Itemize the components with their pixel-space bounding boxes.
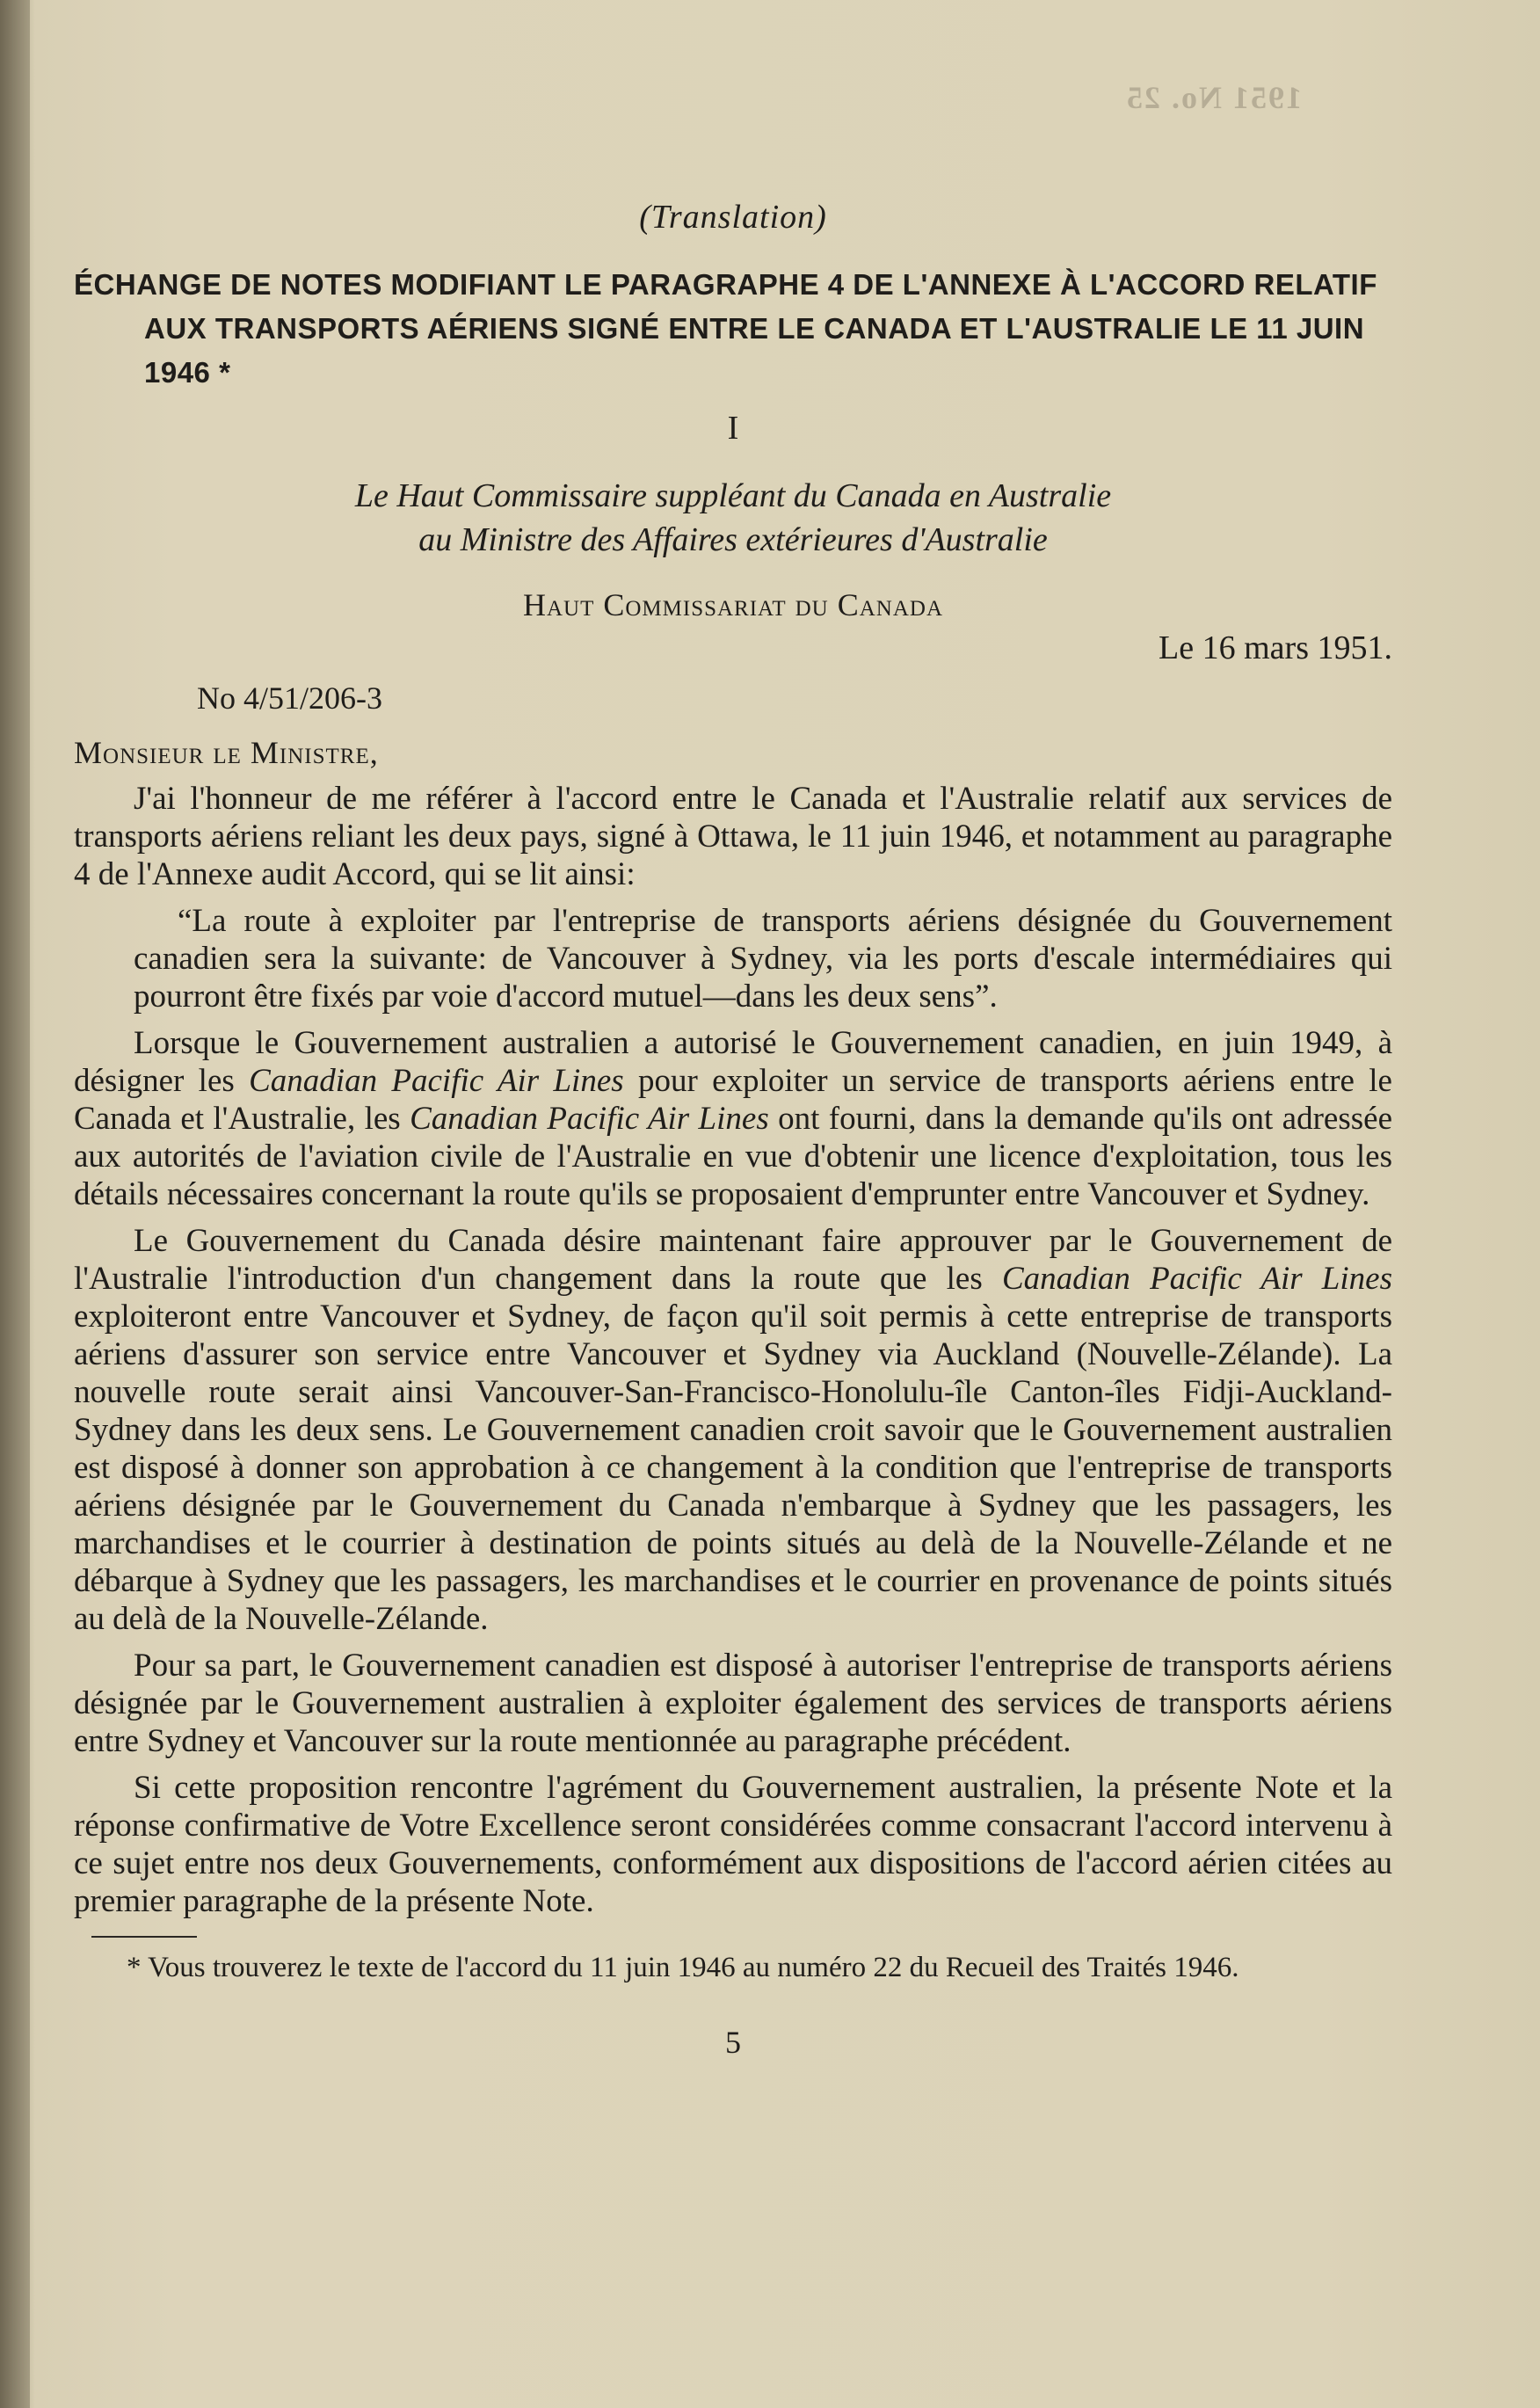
- paragraph-4: Pour sa part, le Gouvernement canadien est disposé à autoriser l'entreprise de transports aériens désignée par le Gouvernement australien à exploiter également des services de transports aériens entre Sydney et Vancouver sur la route mentionnée au paragraphe précédent.: [74, 1648, 1392, 1759]
- reference-number: No 4/51/206-3: [197, 680, 382, 716]
- letter-date: Le 16 mars 1951.: [1159, 629, 1392, 666]
- document-title: ÉCHANGE DE NOTES MODIFIANT LE PARAGRAPHE 4 DE L'ANNEXE À L'ACCORD RELATIF AUX TRANSPORTS AÉRIENS SIGNÉ ENTRE LE CANADA ET L'AUSTRALIE LE 11 JUIN 1946 *: [74, 268, 1377, 389]
- page-number: 5: [725, 2025, 741, 2060]
- paragraph-5: Si cette proposition rencontre l'agrément du Gouvernement australien, la présente Note et la réponse confirmative de Votre Excellence seront considérées comme consacrant l'accord intervenu à ce sujet entre nos deux Gouvernements, conformément aux dispositions de l'accord aérien citées au premier paragraphe de la présente Note.: [74, 1770, 1392, 1919]
- footnote: * Vous trouverez le texte de l'accord du 11 juin 1946 au numéro 22 du Recueil des Traités 1946.: [127, 1952, 1239, 1983]
- translation-label: (Translation): [639, 199, 827, 236]
- salutation: Monsieur le Ministre,: [74, 735, 379, 770]
- airline-name: Canadian Pacific Air Lines: [410, 1101, 769, 1137]
- paragraph-1: J'ai l'honneur de me référer à l'accord entre le Canada et l'Australie relatif aux services de transports aériens reliant les deux pays, signé à Ottawa, le 11 juin 1946, et notamment au paragraphe 4 de l'Annexe audit Accord, qui se lit ainsi:: [74, 781, 1392, 892]
- paragraph-3-text-a: Le Gouvernement du Canada désire maintenant faire approuver par le Gouvernement de l'Australie l'introduction d'un changement dans la route que les: [74, 1223, 1392, 1297]
- addressee-line-2: au Ministre des Affaires extérieures d'Australie: [418, 521, 1048, 558]
- paragraph-2-text-c: pour exploiter un service de transports aériens entre le Canada et l'Australie, les: [74, 1063, 1392, 1137]
- airline-name: Canadian Pacific Air Lines: [1001, 1261, 1392, 1297]
- bleed-through-text: 1951 No. 25: [1125, 80, 1302, 115]
- paragraph-3: [74, 1222, 1392, 1638]
- paragraph-2-text-a: Lorsque le Gouvernement australien a autorisé le Gouvernement canadien, en juin 1949, à désigner les: [74, 1025, 1392, 1099]
- airline-name: Canadian Pacific Air Lines: [249, 1063, 624, 1099]
- page-content: [74, 198, 1392, 2061]
- paragraph-2-text-e: ont fourni, dans la demande qu'ils ont adressée aux autorités de l'aviation civile de l'Australie en vue d'obtenir une licence d'exploitation, tous les détails nécessaires concernant la route qu'ils se proposaient d'emprunter entre Vancouver et Sydney.: [74, 1101, 1392, 1212]
- addressee-line-1: Le Haut Commissaire suppléant du Canada en Australie: [354, 477, 1112, 514]
- book-gutter: [0, 0, 30, 2408]
- office-name: Haut Commissariat du Canada: [522, 587, 944, 622]
- footnote-divider: [91, 1936, 197, 1938]
- section-number: I: [727, 410, 739, 447]
- quoted-annex-text: “La route à exploiter par l'entreprise de transports aériens désignée du Gouvernement canadien sera la suivante: de Vancouver à Sydney, via les ports d'escale intermédiaires qui pourront être fixés par voie d'accord mutuel—dans les deux sens”.: [134, 903, 1392, 1015]
- paragraph-2: [74, 1024, 1392, 1213]
- paragraph-3-text-c: exploiteront entre Vancouver et Sydney, de façon qu'il soit permis à cette entreprise de transports aériens d'assurer son service entre Vancouver et Sydney via Auckland (Nouvelle-Zélande). La nouvelle route serait ainsi Vancouver-San-Francisco-Honolulu-île Canton-îles Fidji-Auckland-Sydney dans les deux sens. Le Gouvernement canadien croit savoir que le Gouvernement australien est disposé à donner son approbation à ce changement à la condition que l'entreprise de transports aériens désignée par le Gouvernement du Canada n'embarque à Sydney que les passagers, les marchandises et le courrier à destination de points situés au delà de la Nouvelle-Zélande et ne débarque à Sydney que les passagers, les marchandises et le courrier en provenance de points situés au delà de la Nouvelle-Zélande.: [74, 1299, 1392, 1637]
